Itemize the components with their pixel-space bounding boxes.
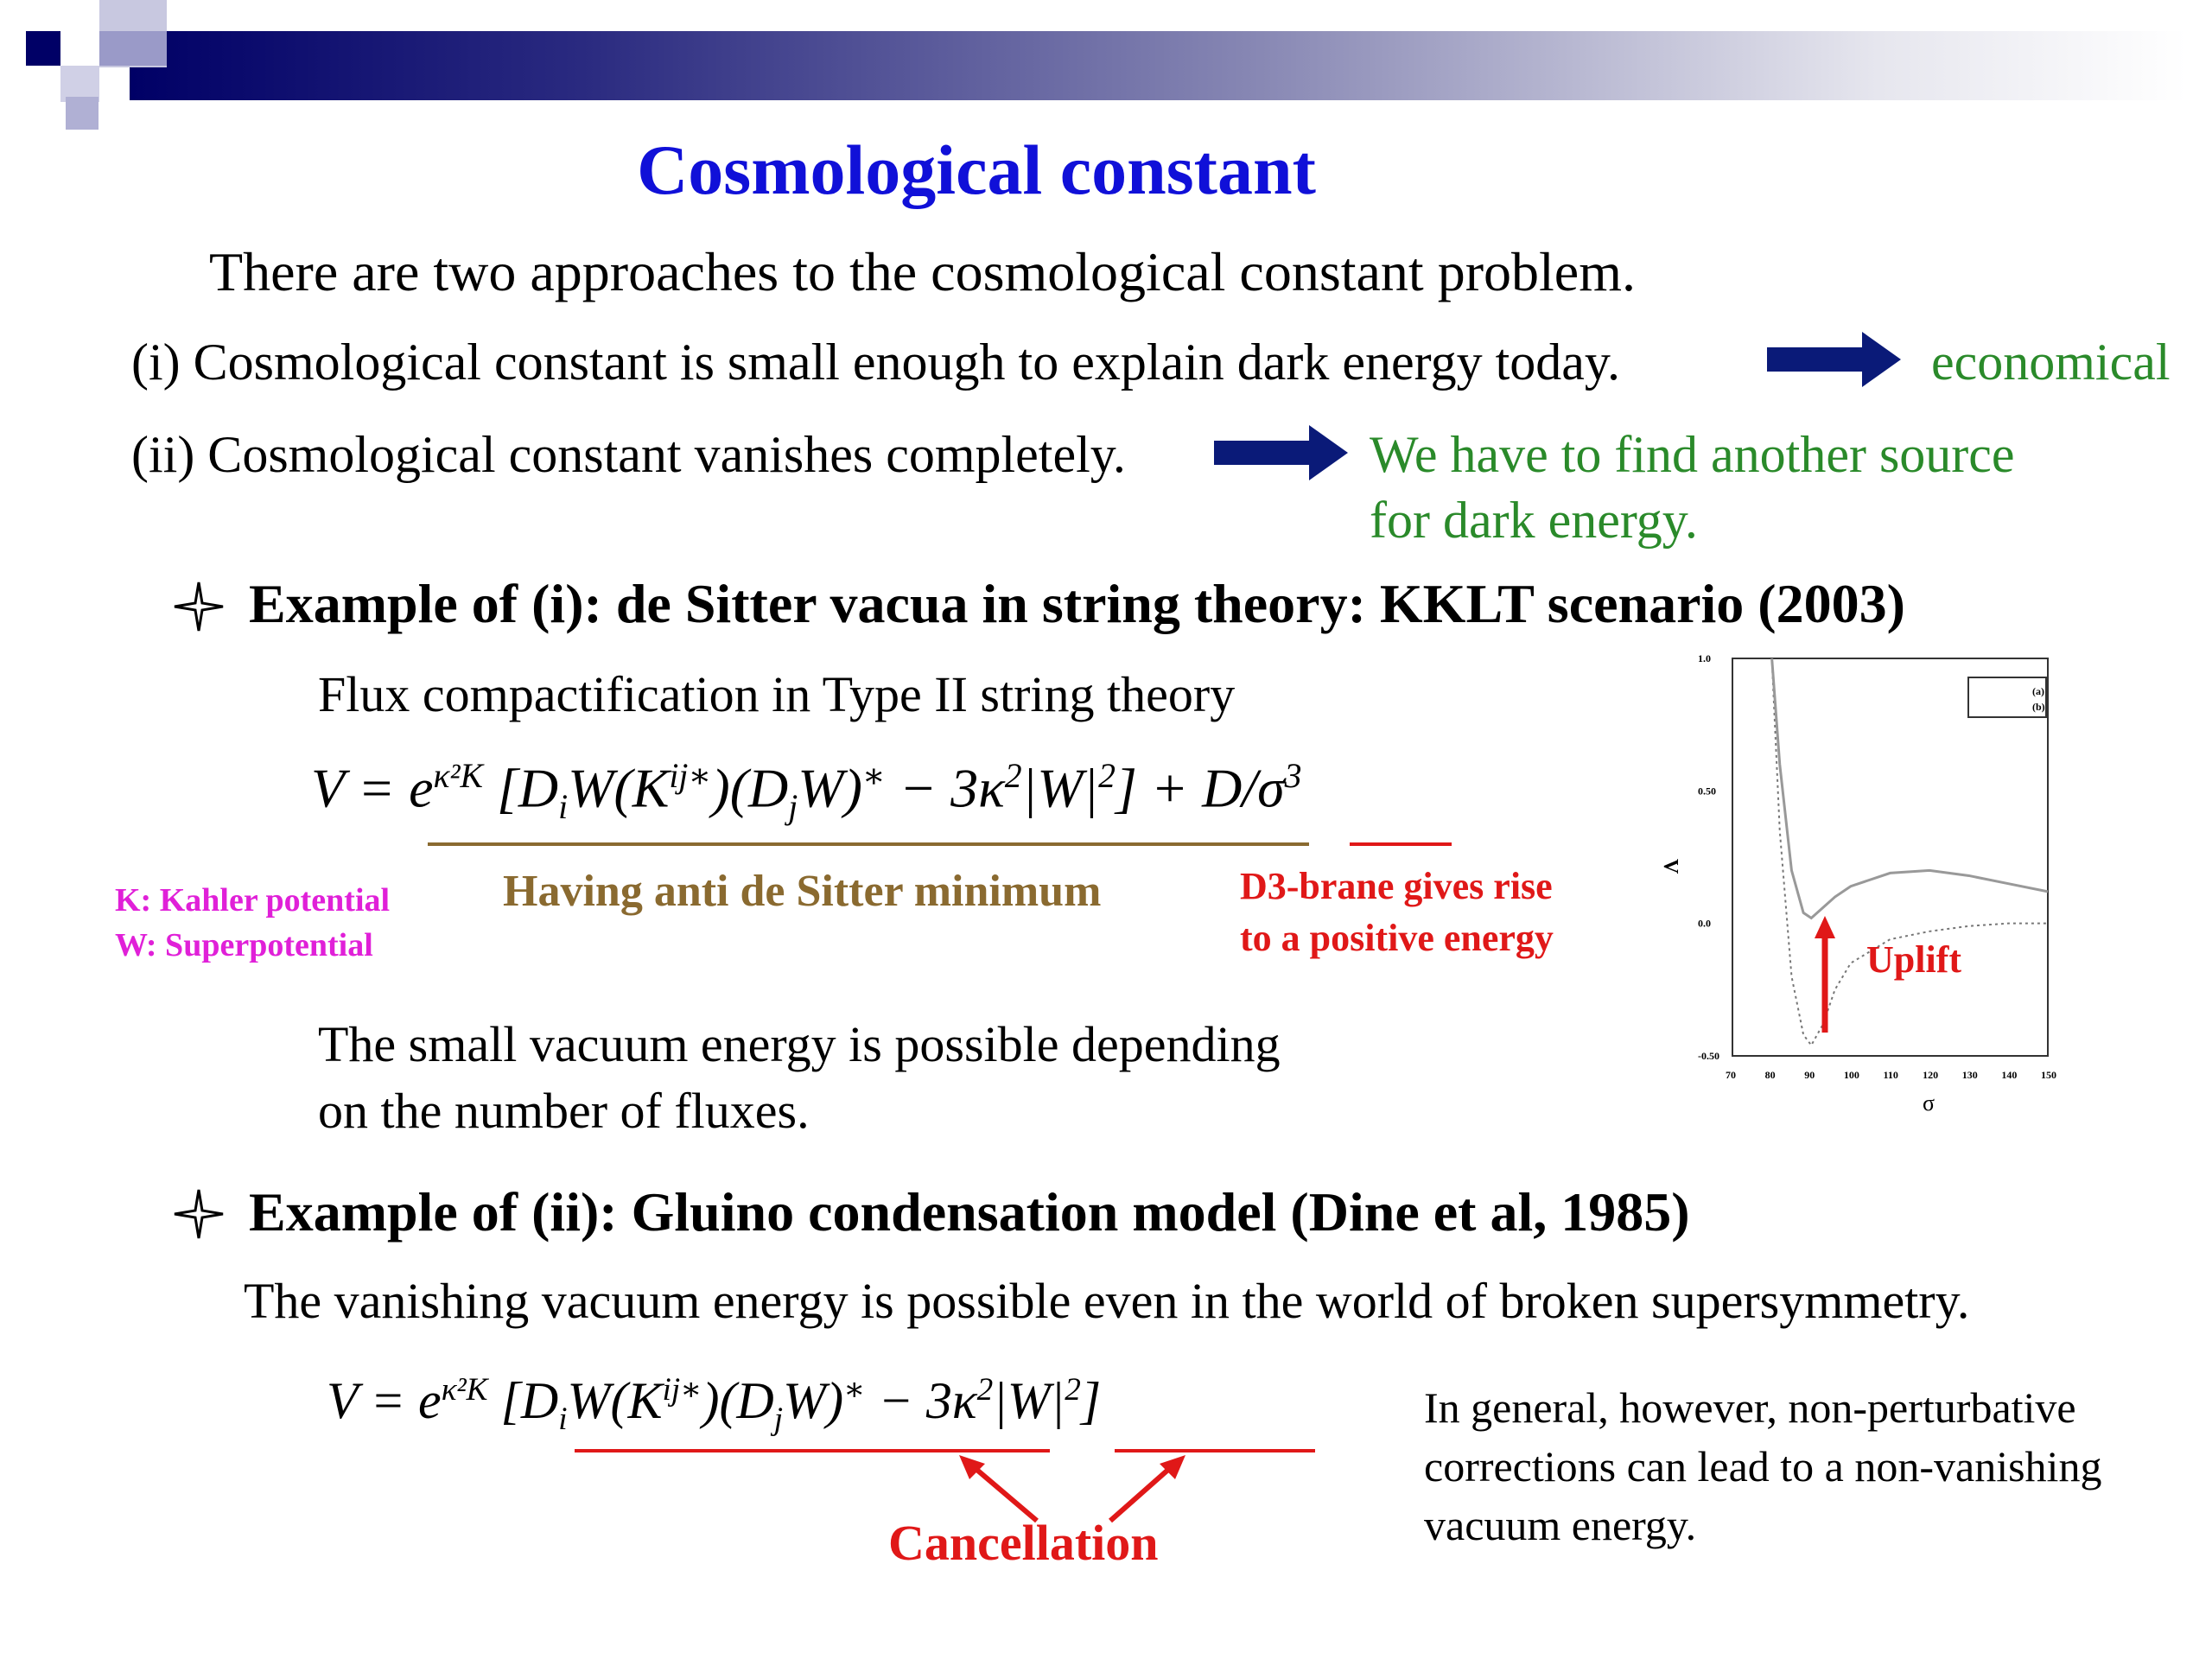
arrow-right-icon bbox=[1214, 422, 1352, 484]
intro-text: There are two approaches to the cosmological constant problem. bbox=[209, 241, 1636, 302]
note-d3-line1: D3-brane gives rise bbox=[1240, 865, 1553, 907]
chart-x-tick-label: 70 bbox=[1726, 1069, 1736, 1081]
kklt-equation: $V = e^{\kappa^2K}$ $[D_iW(K^{ij∗})(D_jW)^∗ - 3\kappa^2|W|^2] + D/\sigma^3$ bbox=[311, 757, 1302, 827]
approach-ii-result-line1: We have to find another source bbox=[1370, 426, 2015, 483]
example-i-subtitle: Flux compactification in Type II string theory bbox=[318, 666, 1236, 722]
arrow-right-icon bbox=[1767, 328, 1905, 391]
chart-x-tick-label: 90 bbox=[1804, 1069, 1815, 1081]
example-i-heading: Example of (i): de Sitter vacua in string theory: KKLT scenario (2003) bbox=[249, 573, 1905, 634]
chart-x-tick-label: 130 bbox=[1961, 1069, 1978, 1081]
header-gradient-bar bbox=[130, 31, 2186, 100]
kklt-potential-chart bbox=[1642, 639, 2160, 1141]
chart-legend-entry: (b) bbox=[2032, 701, 2045, 713]
example-ii-note-line1: In general, however, non-perturbative bbox=[1424, 1383, 2076, 1432]
example-ii-subtitle: The vanishing vacuum energy is possible even in the world of broken supersymmetry. bbox=[244, 1273, 1970, 1329]
chart-x-tick-label: 100 bbox=[1843, 1069, 1859, 1081]
approach-ii-text: (ii) Cosmological constant vanishes completely. bbox=[131, 426, 1126, 483]
cancel-underline-right bbox=[1115, 1449, 1315, 1452]
four-point-star-icon bbox=[173, 581, 225, 632]
uplift-arrow-icon bbox=[1808, 916, 1842, 1037]
page-title: Cosmological constant bbox=[637, 130, 1316, 209]
chart-y-tick-label: 0.50 bbox=[1698, 785, 1716, 798]
chart-y-tick-label: -0.50 bbox=[1698, 1050, 1719, 1062]
approach-i-result: economical bbox=[1931, 334, 2171, 391]
chart-y-tick-label: 1.0 bbox=[1698, 652, 1711, 664]
chart-legend-entry: (a) bbox=[2032, 685, 2044, 697]
note-kahler: K: Kahler potential bbox=[115, 882, 391, 918]
gluino-equation: $V = e^{\kappa^2K}$ $[D_iW(K^{ij∗})(D_jW)^∗ - 3\kappa^2|W|^2]$ bbox=[327, 1372, 1102, 1437]
note-superpotential: W: Superpotential bbox=[115, 927, 373, 963]
cancellation-label: Cancellation bbox=[888, 1515, 1159, 1571]
example-i-text-line2: on the number of fluxes. bbox=[318, 1083, 810, 1139]
note-d3-line2: to a positive energy bbox=[1240, 917, 1554, 959]
chart-x-tick-label: 150 bbox=[2041, 1069, 2056, 1081]
approach-i-text: (i) Cosmological constant is small enough to explain dark energy today. bbox=[131, 334, 1620, 391]
chart-x-tick-label: 120 bbox=[1923, 1069, 1939, 1081]
cancel-underline-left bbox=[575, 1449, 1050, 1452]
chart-y-tick-label: 0.0 bbox=[1698, 917, 1711, 930]
header-logo-squares bbox=[0, 0, 166, 134]
chart-y-label: V bbox=[1659, 859, 1681, 874]
example-i-text-line1: The small vacuum energy is possible depending bbox=[318, 1016, 1281, 1072]
chart-x-label: σ bbox=[1923, 1090, 1936, 1116]
chart-x-tick-label: 80 bbox=[1764, 1069, 1776, 1081]
chart-x-tick-label: 110 bbox=[1883, 1069, 1898, 1081]
d3-underline bbox=[1350, 842, 1452, 846]
ads-underline bbox=[428, 842, 1309, 846]
chart-x-tick-label: 140 bbox=[2001, 1069, 2018, 1081]
example-ii-heading: Example of (ii): Gluino condensation model (Dine et al, 1985) bbox=[249, 1181, 1690, 1243]
four-point-star-icon bbox=[173, 1188, 225, 1240]
approach-ii-result-line2: for dark energy. bbox=[1370, 492, 1698, 549]
example-ii-note-line3: vacuum energy. bbox=[1424, 1501, 1697, 1549]
example-ii-note-line2: corrections can lead to a non-vanishing bbox=[1424, 1442, 2102, 1491]
note-ads-minimum: Having anti de Sitter minimum bbox=[503, 867, 1102, 916]
uplift-label: Uplift bbox=[1866, 938, 1961, 981]
